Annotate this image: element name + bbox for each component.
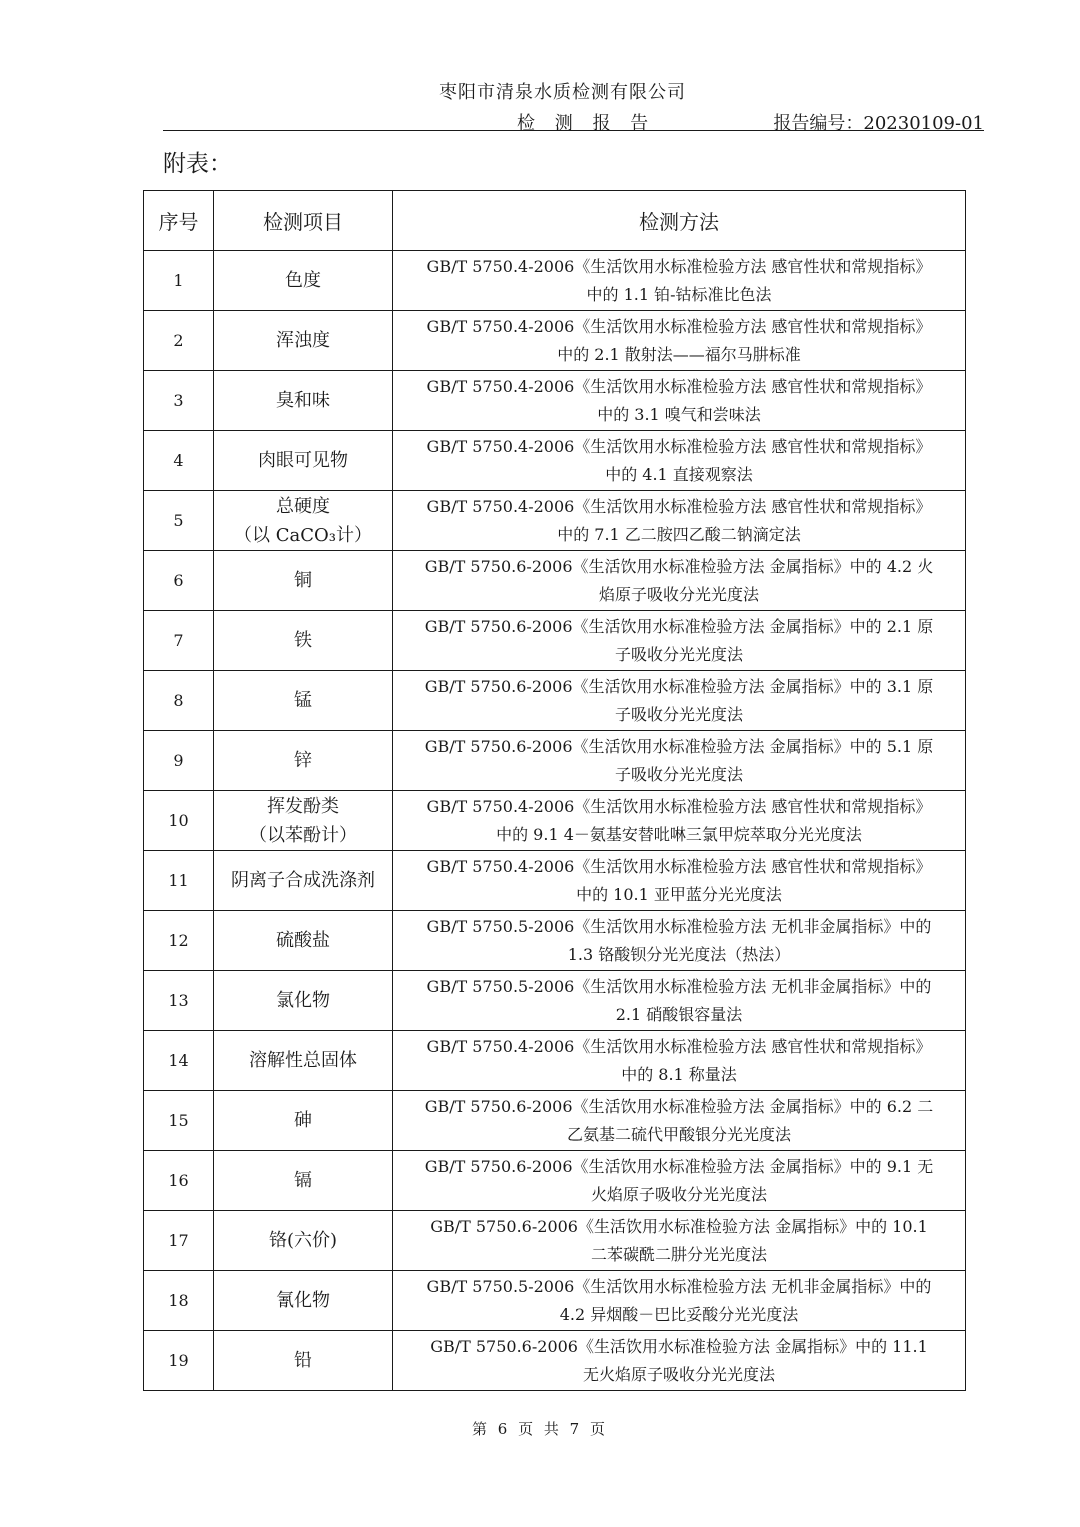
test-method <box>393 1331 966 1391</box>
row-number: 8 <box>144 671 214 731</box>
test-item <box>214 671 393 731</box>
table-row <box>144 671 966 731</box>
page-footer: 第 6 页 共 7 页 <box>472 1420 608 1438</box>
test-item-line: （以苯酚计） <box>249 824 357 846</box>
test-method-line: GB/T 5750.4-2006《生活饮用水标准检验方法 感官性状和常规指标》 <box>426 796 932 816</box>
test-method <box>393 971 966 1031</box>
test-method-line: 子吸收分光光度法 <box>614 704 743 724</box>
test-item <box>214 971 393 1031</box>
test-item <box>214 911 393 971</box>
table-row <box>144 311 966 371</box>
test-method-line: GB/T 5750.5-2006《生活饮用水标准检验方法 无机非金属指标》中的 <box>426 916 932 936</box>
test-item <box>214 431 393 491</box>
row-number: 13 <box>144 971 214 1031</box>
test-method <box>393 551 966 611</box>
test-item <box>214 1211 393 1271</box>
row-number: 12 <box>144 911 214 971</box>
test-method-line: 4.2 异烟酸－巴比妥酸分光光度法 <box>559 1304 799 1324</box>
test-item-line: 肉眼可见物 <box>258 450 348 471</box>
table-row <box>144 851 966 911</box>
table-row <box>144 431 966 491</box>
table-row <box>144 911 966 971</box>
table-row <box>144 1091 966 1151</box>
row-number: 3 <box>144 371 214 431</box>
test-method-line: 1.3 铬酸钡分光光度法（热法） <box>567 944 791 964</box>
test-method-line: GB/T 5750.6-2006《生活饮用水标准检验方法 金属指标》中的 3.1 原 <box>424 676 934 696</box>
test-item-line: 挥发酚类 <box>267 795 339 817</box>
test-item <box>214 1091 393 1151</box>
row-number: 19 <box>144 1331 214 1391</box>
table-row <box>144 551 966 611</box>
test-item-line: （以 CaCO₃计） <box>234 524 372 546</box>
test-method-line: GB/T 5750.6-2006《生活饮用水标准检验方法 金属指标》中的 5.1 原 <box>424 736 934 756</box>
row-number: 4 <box>144 431 214 491</box>
table-row <box>144 1151 966 1211</box>
test-item <box>214 851 393 911</box>
test-item <box>214 1271 393 1331</box>
test-method-line: GB/T 5750.4-2006《生活饮用水标准检验方法 感官性状和常规指标》 <box>426 376 932 396</box>
test-method <box>393 731 966 791</box>
test-method-line: 中的 3.1 嗅气和尝味法 <box>597 404 761 424</box>
test-method <box>393 1271 966 1331</box>
test-method <box>393 1031 966 1091</box>
test-item-line: 铁 <box>294 630 312 651</box>
test-item-line: 铜 <box>294 570 312 591</box>
test-method <box>393 1151 966 1211</box>
row-number: 1 <box>144 251 214 311</box>
test-method-line: 子吸收分光光度法 <box>614 764 743 784</box>
test-method-line: GB/T 5750.6-2006《生活饮用水标准检验方法 金属指标》中的 6.2 二 <box>424 1096 934 1116</box>
test-method-line: 二苯碳酰二肼分光光度法 <box>590 1244 767 1264</box>
test-method-line: 无火焰原子吸收分光光度法 <box>582 1364 775 1384</box>
test-item-line: 浑浊度 <box>276 330 330 351</box>
test-item <box>214 491 393 551</box>
table-row <box>144 791 966 851</box>
table-row <box>144 371 966 431</box>
test-method <box>393 851 966 911</box>
test-method-line: 2.1 硝酸银容量法 <box>615 1004 743 1024</box>
row-number: 10 <box>144 791 214 851</box>
test-item-line: 砷 <box>294 1110 312 1131</box>
test-method <box>393 491 966 551</box>
test-method <box>393 671 966 731</box>
row-number: 6 <box>144 551 214 611</box>
test-method-line: 火焰原子吸收分光光度法 <box>590 1184 767 1204</box>
table-row <box>144 611 966 671</box>
test-item-line: 铅 <box>294 1350 312 1371</box>
test-method-line: GB/T 5750.6-2006《生活饮用水标准检验方法 金属指标》中的 4.2 火 <box>424 556 934 576</box>
test-item-line: 硫酸盐 <box>276 930 330 951</box>
appendix-label: 附表： <box>163 151 232 177</box>
test-item-line: 铬(六价) <box>268 1230 338 1251</box>
column-header-method: 检测方法 <box>393 191 966 251</box>
row-number: 7 <box>144 611 214 671</box>
test-item <box>214 551 393 611</box>
test-method-line: 焰原子吸收分光光度法 <box>598 584 759 604</box>
test-method <box>393 791 966 851</box>
column-header-item: 检测项目 <box>214 191 393 251</box>
table-body <box>144 251 966 1391</box>
table-row <box>144 1271 966 1331</box>
test-method <box>393 1211 966 1271</box>
table-row <box>144 1211 966 1271</box>
test-method-line: 中的 2.1 散射法——福尔马肼标准 <box>557 344 801 364</box>
test-method-line: 中的 9.1 4－氨基安替吡啉三氯甲烷萃取分光光度法 <box>496 824 862 844</box>
test-item <box>214 311 393 371</box>
table-row <box>144 251 966 311</box>
report-number: 报告编号：20230109-01 <box>773 113 984 134</box>
test-method-line: 中的 8.1 称量法 <box>621 1064 737 1084</box>
test-method-line: GB/T 5750.4-2006《生活饮用水标准检验方法 感官性状和常规指标》 <box>426 1036 932 1056</box>
test-method <box>393 1091 966 1151</box>
test-method-line: GB/T 5750.5-2006《生活饮用水标准检验方法 无机非金属指标》中的 <box>426 976 932 996</box>
test-method-line: GB/T 5750.6-2006《生活饮用水标准检验方法 金属指标》中的 2.1 原 <box>424 616 934 636</box>
column-header-no: 序号 <box>144 191 214 251</box>
test-item <box>214 1331 393 1391</box>
table-row <box>144 1031 966 1091</box>
test-item <box>214 371 393 431</box>
test-method <box>393 911 966 971</box>
test-method-line: 子吸收分光光度法 <box>614 644 743 664</box>
table-row <box>144 971 966 1031</box>
header-divider <box>163 130 984 131</box>
test-method-line: GB/T 5750.6-2006《生活饮用水标准检验方法 金属指标》中的 9.1 无 <box>424 1156 934 1176</box>
test-item-line: 氯化物 <box>276 990 330 1011</box>
test-item-line: 阴离子合成洗涤剂 <box>231 870 375 891</box>
row-number: 15 <box>144 1091 214 1151</box>
row-number: 2 <box>144 311 214 371</box>
test-method <box>393 371 966 431</box>
test-method-line: GB/T 5750.4-2006《生活饮用水标准检验方法 感官性状和常规指标》 <box>426 316 932 336</box>
test-item-line: 氰化物 <box>276 1290 330 1311</box>
test-item <box>214 251 393 311</box>
test-method <box>393 431 966 491</box>
row-number: 18 <box>144 1271 214 1331</box>
test-item <box>214 731 393 791</box>
test-item-line: 总硬度 <box>276 495 330 517</box>
test-method-line: 中的 7.1 乙二胺四乙酸二钠滴定法 <box>557 524 801 544</box>
test-item <box>214 791 393 851</box>
table-header-row <box>144 191 966 251</box>
test-item <box>214 1151 393 1211</box>
test-method-line: GB/T 5750.4-2006《生活饮用水标准检验方法 感官性状和常规指标》 <box>426 496 932 516</box>
test-method-line: GB/T 5750.6-2006《生活饮用水标准检验方法 金属指标》中的 10.1 <box>430 1216 928 1236</box>
report-title: 检 测 报 告 <box>517 113 656 134</box>
test-method-line: GB/T 5750.4-2006《生活饮用水标准检验方法 感官性状和常规指标》 <box>426 856 932 876</box>
test-method-line: GB/T 5750.5-2006《生活饮用水标准检验方法 无机非金属指标》中的 <box>426 1276 932 1296</box>
test-method-line: 中的 1.1 铂-钴标准比色法 <box>586 284 772 304</box>
test-item-line: 镉 <box>294 1170 312 1191</box>
row-number: 9 <box>144 731 214 791</box>
test-item-line: 色度 <box>285 270 321 291</box>
test-item-line: 臭和味 <box>276 390 330 411</box>
test-method-line: GB/T 5750.4-2006《生活饮用水标准检验方法 感官性状和常规指标》 <box>426 436 932 456</box>
row-number: 11 <box>144 851 214 911</box>
test-item-line: 溶解性总固体 <box>249 1050 357 1071</box>
test-method-line: 中的 10.1 亚甲蓝分光光度法 <box>576 884 782 904</box>
test-method <box>393 311 966 371</box>
test-method <box>393 251 966 311</box>
row-number: 17 <box>144 1211 214 1271</box>
row-number: 16 <box>144 1151 214 1211</box>
methods-table <box>143 190 966 1391</box>
test-method-line: GB/T 5750.6-2006《生活饮用水标准检验方法 金属指标》中的 11.1 <box>430 1336 928 1356</box>
test-method-line: 中的 4.1 直接观察法 <box>605 464 753 484</box>
company-name: 枣阳市清泉水质检测有限公司 <box>439 82 686 103</box>
test-item-line: 锰 <box>294 690 312 711</box>
row-number: 14 <box>144 1031 214 1091</box>
test-method <box>393 611 966 671</box>
test-item <box>214 1031 393 1091</box>
row-number: 5 <box>144 491 214 551</box>
test-item-line: 锌 <box>294 750 312 771</box>
test-method-line: GB/T 5750.4-2006《生活饮用水标准检验方法 感官性状和常规指标》 <box>426 256 932 276</box>
test-method-line: 乙氨基二硫代甲酸银分光光度法 <box>566 1124 791 1144</box>
table-row <box>144 1331 966 1391</box>
test-item <box>214 611 393 671</box>
table-row <box>144 731 966 791</box>
table-row <box>144 491 966 551</box>
